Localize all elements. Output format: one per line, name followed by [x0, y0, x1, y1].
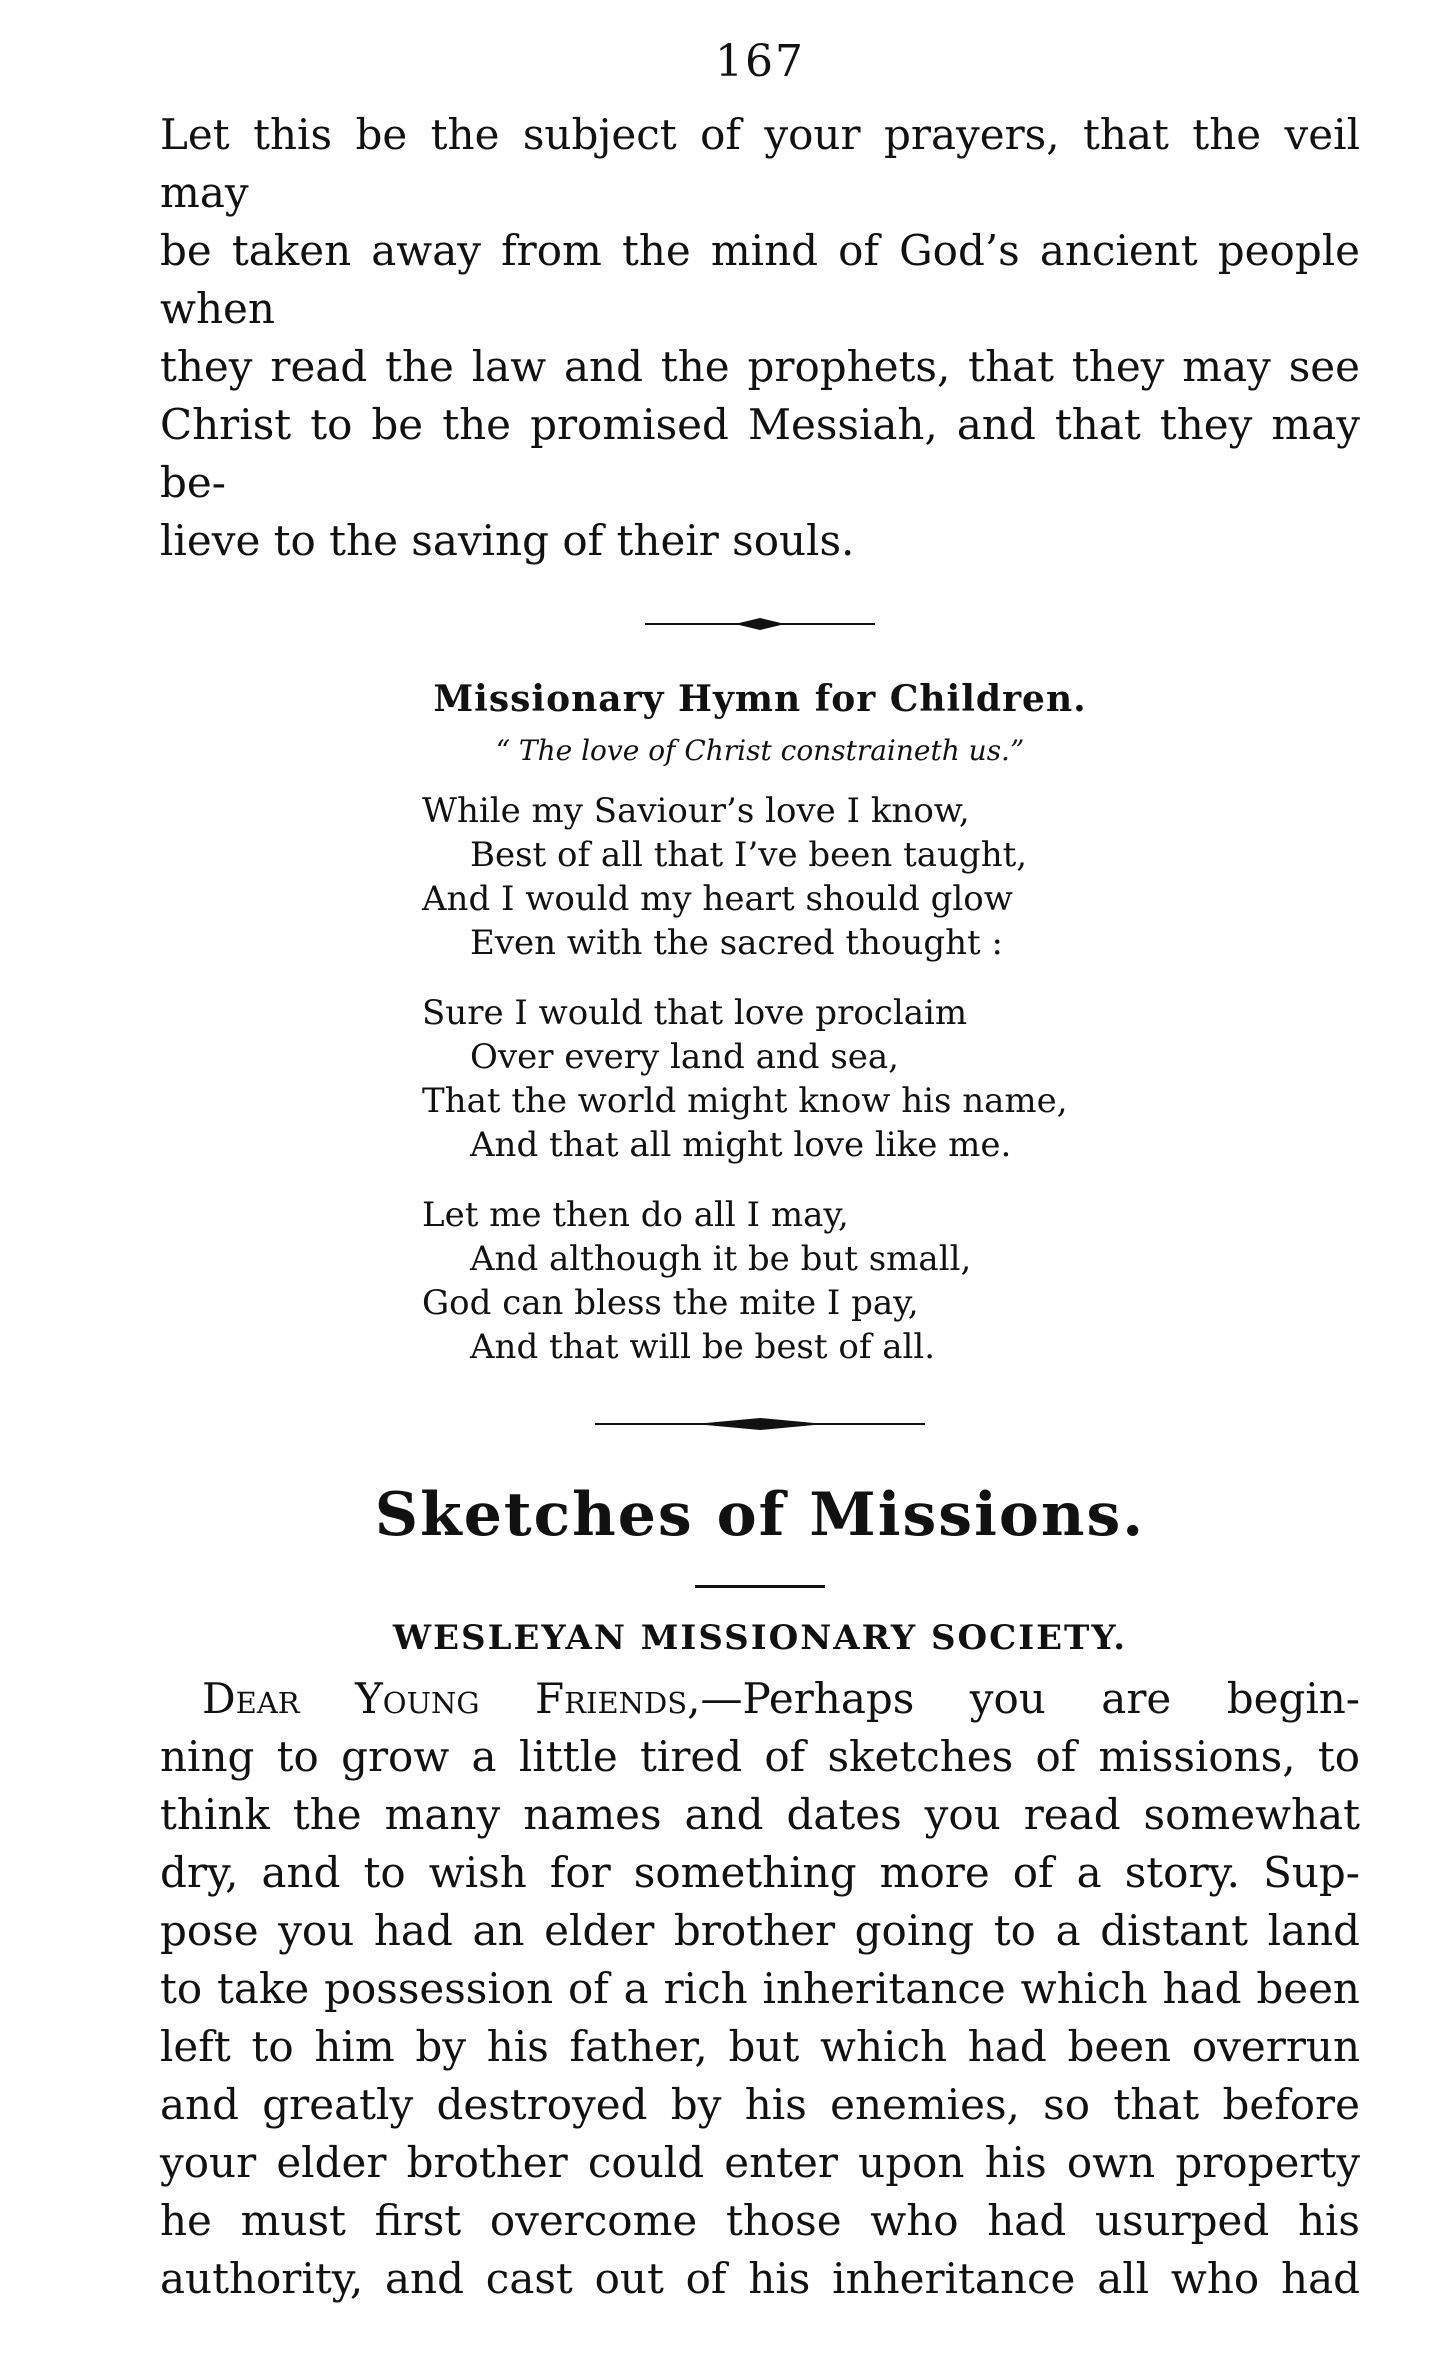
verse-line: God can bless the mite I pay, — [422, 1283, 919, 1323]
verse-line: While my Saviour’s love I know, — [422, 791, 970, 831]
salutation: Dear Young Friends, — [202, 1674, 701, 1723]
intro-line: Let this be the subject of your prayers, that the veil may — [160, 110, 1360, 217]
verse-line: And although it be but small, — [470, 1239, 972, 1279]
letter-line — [160, 1670, 1360, 1728]
verse-line: That the world might know his name, — [422, 1081, 1068, 1121]
small-ornament-divider — [645, 616, 875, 632]
verse-line: Let me then do all I may, — [422, 1195, 849, 1235]
intro-line: lieve to the saving of their souls. — [160, 516, 855, 565]
letter-line: your elder brother could enter upon his own property — [160, 2138, 1360, 2187]
letter-line: ning to grow a little tired of sketches of missions, to — [160, 1732, 1360, 1781]
letter-line: and greatly destroyed by his enemies, so that before — [160, 2080, 1360, 2129]
verse-line: Over every land and sea, — [470, 1037, 899, 1077]
intro-line: Christ to be the promised Messiah, and that they may be- — [160, 400, 1360, 507]
verse-line: Even with the sacred thought : — [470, 923, 1003, 963]
large-ornament-divider — [595, 1415, 925, 1433]
verse-line: Best of all that I’ve been taught, — [470, 835, 1028, 875]
letter-text: —Perhaps you are begin- — [700, 1674, 1361, 1723]
section-title: Sketches of Missions. — [374, 1480, 1146, 1550]
hymn-epigraph: “ The love of Christ constraineth us.” — [495, 734, 1025, 767]
intro-line: be taken away from the mind of God’s ancient people when — [160, 226, 1360, 333]
verse-line: And that all might love like me. — [470, 1125, 1012, 1165]
book-page — [160, 36, 1361, 2308]
hymn-stanza-2 — [422, 991, 1360, 1167]
letter-line: pose you had an elder brother going to a distant land — [160, 1906, 1360, 1955]
intro-paragraph — [160, 106, 1360, 570]
letter-paragraph — [160, 1670, 1360, 2308]
letter-line: dry, and to wish for something more of a story. Sup- — [160, 1848, 1360, 1897]
hymn-title: Missionary Hymn for Children. — [433, 678, 1087, 720]
letter-line: authority, and cast out of his inheritance all who had — [160, 2254, 1360, 2303]
title-rule — [695, 1585, 825, 1588]
page-number: 167 — [715, 36, 805, 87]
hymn-stanza-1 — [422, 789, 1360, 965]
letter-line: to take possession of a rich inheritance which had been — [160, 1964, 1360, 2013]
letter-line: he must first overcome those who had usurped his — [160, 2196, 1360, 2245]
letter-line: think the many names and dates you read somewhat — [160, 1790, 1360, 1839]
society-heading: WESLEYAN MISSIONARY SOCIETY. — [392, 1618, 1128, 1658]
verse-line: And that will be best of all. — [470, 1327, 936, 1367]
letter-line: left to him by his father, but which had been overrun — [160, 2022, 1360, 2071]
intro-line: they read the law and the prophets, that they may see — [160, 342, 1360, 391]
hymn-stanza-3 — [422, 1193, 1360, 1369]
verse-line: Sure I would that love proclaim — [422, 993, 968, 1033]
verse-line: And I would my heart should glow — [422, 879, 1013, 919]
